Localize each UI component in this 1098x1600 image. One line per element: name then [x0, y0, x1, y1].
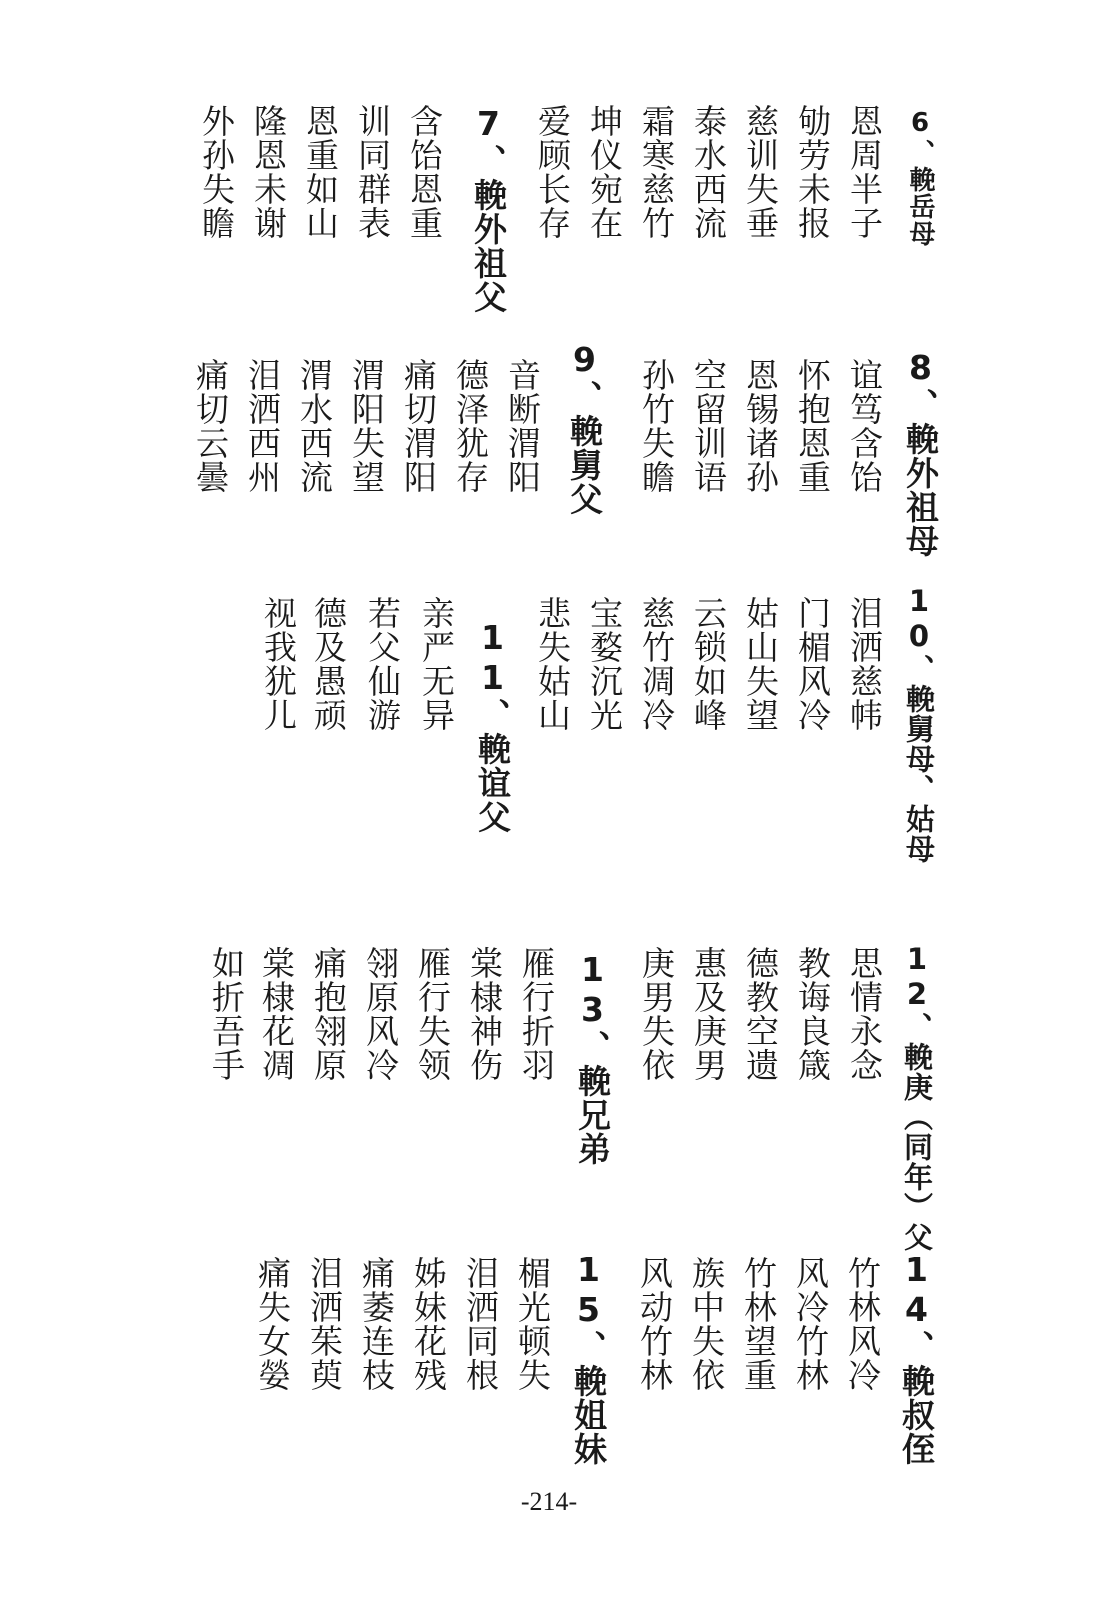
- couplet-line: 思情永念: [845, 946, 884, 1082]
- couplet-line: 如折吾手: [207, 946, 246, 1082]
- section-heading: 14、輓叔侄: [897, 1250, 936, 1466]
- section-heading: 11、輓谊父: [473, 618, 512, 834]
- couplet-line: 泪洒慈帏: [845, 596, 884, 732]
- couplet-line: 坤仪宛在: [585, 104, 624, 240]
- section-heading: 9、輓舅父: [565, 340, 604, 516]
- couplet-line: 族中失依: [687, 1256, 726, 1392]
- couplet-line: 惠及庚男: [689, 946, 728, 1082]
- couplet-line: 雁行折羽: [517, 946, 556, 1082]
- couplet-line: 雁行失领: [413, 946, 452, 1082]
- couplet-line: 空留训语: [689, 358, 728, 494]
- couplet-line: 隆恩未谢: [249, 104, 288, 240]
- section-heading: 12、輓庚（同年）父: [900, 942, 934, 1252]
- couplet-line: 棠棣花凋: [257, 946, 296, 1082]
- couplet-line: 德泽犹存: [451, 358, 490, 494]
- couplet-line: 姑山失望: [741, 596, 780, 732]
- couplet-line: 训同群表: [353, 104, 392, 240]
- couplet-line: 泪洒茱萸: [305, 1256, 344, 1392]
- page-number: -214-: [520, 1487, 578, 1516]
- couplet-line: 恩重如山: [301, 104, 340, 240]
- couplet-line: 慈训失垂: [741, 104, 780, 240]
- couplet-line: 泪洒西州: [243, 358, 282, 494]
- couplet-line: 庚男失依: [637, 946, 676, 1082]
- couplet-line: 怀抱恩重: [793, 358, 832, 494]
- couplet-line: 恩周半子: [845, 104, 884, 240]
- couplet-line: 竹林风冷: [843, 1256, 882, 1392]
- couplet-line: 德教空遗: [741, 946, 780, 1082]
- couplet-line: 爱顾长存: [533, 104, 572, 240]
- section-heading: 10、輓舅母、姑母: [902, 584, 936, 864]
- couplet-line: 劬劳未报: [793, 104, 832, 240]
- couplet-line: 慈竹凋冷: [637, 596, 676, 732]
- couplet-line: 痛失女嫈: [253, 1256, 292, 1392]
- couplet-line: 亲严无异: [417, 596, 456, 732]
- couplet-line: 若父仙游: [363, 596, 402, 732]
- couplet-line: 楣光顿失: [513, 1256, 552, 1392]
- couplet-line: 竹林望重: [739, 1256, 778, 1392]
- couplet-line: 视我犹儿: [259, 596, 298, 732]
- section-heading: 6、輓岳母: [905, 108, 935, 247]
- couplet-line: 风动竹林: [635, 1256, 674, 1392]
- couplet-line: 痛切渭阳: [399, 358, 438, 494]
- couplet-line: 痛抱翎原: [309, 946, 348, 1082]
- section-heading: 7、輓外祖父: [469, 104, 508, 314]
- couplet-line: 风冷竹林: [791, 1256, 830, 1392]
- couplet-line: 含饴恩重: [405, 104, 444, 240]
- couplet-line: 外孙失瞻: [197, 104, 236, 240]
- couplet-line: 云锁如峰: [689, 596, 728, 732]
- couplet-line: 恩锡诸孙: [741, 358, 780, 494]
- section-heading: 8、輓外祖母: [901, 348, 940, 558]
- couplet-line: 音断渭阳: [503, 358, 542, 494]
- couplet-line: 棠棣神伤: [465, 946, 504, 1082]
- couplet-line: 德及愚顽: [309, 596, 348, 732]
- couplet-line: 翎原风冷: [361, 946, 400, 1082]
- couplet-line: 泪洒同根: [461, 1256, 500, 1392]
- couplet-line: 姊妹花残: [409, 1256, 448, 1392]
- couplet-line: 霜寒慈竹: [637, 104, 676, 240]
- couplet-line: 痛切云曇: [191, 358, 230, 494]
- couplet-line: 孙竹失瞻: [637, 358, 676, 494]
- section-heading: 13、輓兄弟: [573, 950, 612, 1166]
- couplet-line: 渭水西流: [295, 358, 334, 494]
- couplet-line: 渭阳失望: [347, 358, 386, 494]
- couplet-line: 宝婺沉光: [585, 596, 624, 732]
- couplet-line: 谊笃含饴: [845, 358, 884, 494]
- couplet-line: 教诲良箴: [793, 946, 832, 1082]
- couplet-line: 门楣风冷: [793, 596, 832, 732]
- couplet-line: 悲失姑山: [533, 596, 572, 732]
- couplet-line: 泰水西流: [689, 104, 728, 240]
- section-heading: 15、輓姐妹: [569, 1250, 608, 1466]
- couplet-line: 痛萎连枝: [357, 1256, 396, 1392]
